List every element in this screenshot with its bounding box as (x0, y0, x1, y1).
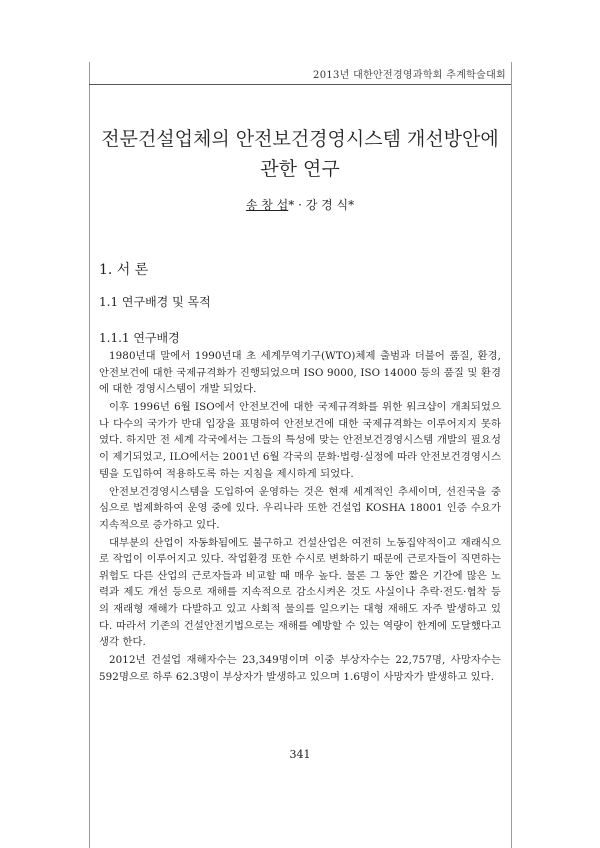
header-rule (89, 84, 511, 85)
paragraph: 1980년대 말에서 1990년대 초 세계무역기구(WTO)체제 출범과 더불어 품질, 환경, 안전보건에 대한 국제규격화가 진행되었으며 ISO 9000, ISO 14000 등의 품질 및 환경에 대한 경영시스템이 개발 되었다. (99, 350, 501, 396)
page-frame-right-rule (511, 62, 512, 848)
section-heading-1-1: 1.1 연구배경 및 목적 (99, 295, 211, 309)
author-line (89, 196, 511, 213)
paragraph: 대부분의 산업이 자동화됨에도 불구하고 건설산업은 여전히 노동집약적이고 재래식으로 작업이 이루어지고 있다. 작업환경 또한 수시로 변화하기 때문에 근로자들이 직면하는 위험도 다른 산업의 근로자들과 비교할 때 매우 높다. 물론 그 동안 짧은 기간에 많은 노력과 제도 개선 등으로 재해를 지속적으로 감소시켜온 것도 사실이나 추락·전도·협착 등의 재래형 재해가 다발하고 있고 사회적 물의를 일으키는 대형 재해도 자주 발생하고 있다. 따라서 기존의 건설안전기법으로는 재해를 예방할 수 있는 역량이 한계에 도달했다고 생각 한다. (99, 536, 501, 649)
paragraph: 안전보건경영시스템을 도입하여 운영하는 것은 현재 세계적인 추세이며, 선진국을 중심으로 법제화하여 운영 중에 있다. 우리나라 또한 건설업 KOSHA 18001 인증 수요가 지속적으로 증가하고 있다. (99, 485, 501, 531)
paper-title-line-1: 전문건설업체의 안전보건경영시스템 개선방안에 (101, 128, 499, 150)
section-heading-1: 1. 서 론 (99, 262, 149, 278)
paper-title-line-2: 관한 연구 (260, 158, 340, 180)
running-head: 2013년 대한안전경영과학회 추계학술대회 (313, 70, 506, 81)
paragraph: 2012년 건설업 재해자수는 23,349명이며 이중 부상자수는 22,757명, 사망자수는 592명으로 하루 62.3명이 부상자가 발생하고 있으며 1.6명이 사망자가 발생하고 있다. (99, 654, 501, 683)
paragraph: 이후 1996년 6월 ISO에서 안전보건에 대한 국제규격화를 위한 워크샵이 개최되었으나 다수의 국가가 반대 입장을 표명하여 안전보건에 대한 국제규격화는 이루어지지 못하였다. 하지만 전 세계 각국에서는 그들의 특성에 맞는 안전보건경영시스템 개발의 필요성이 제기되었고, ILO에서는 2001년 6월 각국의 문화·법령·실정에 따라 안전보건경영시스템을 도입하여 적용하도록 하는 지침을 제시하게 되었다. (99, 401, 501, 480)
section-heading-1-1-1: 1.1.1 연구배경 (99, 331, 180, 345)
first-author: 송 창 섭 (245, 198, 289, 212)
page-number: 341 (289, 748, 311, 761)
body-text (99, 348, 501, 687)
paper-title (89, 124, 511, 184)
co-authors: * · 강 경 식* (288, 198, 355, 212)
